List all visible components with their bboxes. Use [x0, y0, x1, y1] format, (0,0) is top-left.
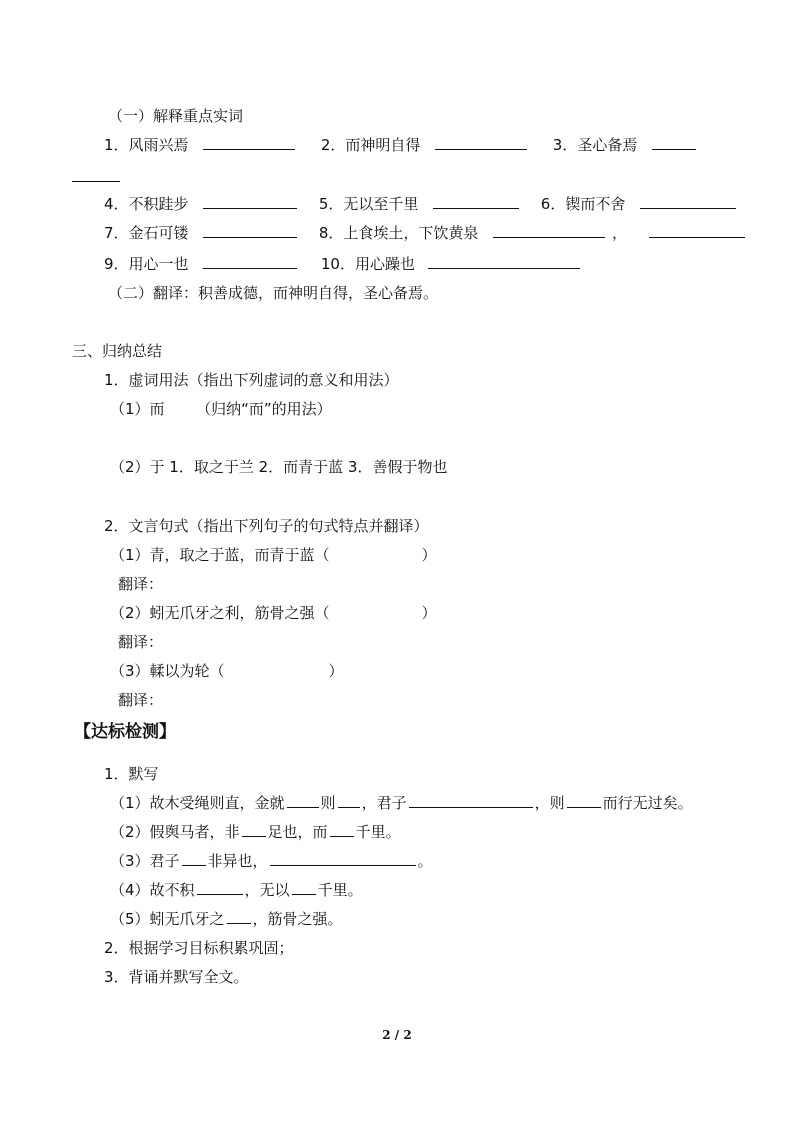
comma: ， [612, 224, 628, 242]
vocab-item-9: 9．用心一也 [104, 255, 189, 273]
answer-blank[interactable] [330, 822, 354, 837]
answer-blank[interactable] [652, 135, 696, 150]
answer-blank[interactable] [338, 793, 360, 808]
answer-blank-continued[interactable] [72, 167, 120, 182]
section-title-vocab: （一）解释重点实词 [108, 107, 244, 125]
yu-usage-line: （2）于 1．取之于兰 2．而青于蓝 3．善假于物也 [110, 458, 448, 476]
vocab-row-4 [104, 254, 582, 274]
answer-blank[interactable] [203, 254, 297, 269]
dictation-text: 千里。 [317, 881, 363, 899]
dictation-text: 。 [417, 852, 433, 870]
er-label: （1）而 [110, 400, 165, 418]
answer-blank[interactable] [292, 880, 316, 895]
translation-label: 翻译： [118, 691, 164, 709]
answer-blank[interactable] [493, 223, 605, 238]
dictation-text: 而行无过矣。 [602, 794, 693, 812]
answer-blank[interactable] [640, 194, 736, 209]
answer-blank[interactable] [409, 793, 533, 808]
answer-blank[interactable] [242, 822, 266, 837]
answer-blank[interactable] [567, 793, 601, 808]
dictation-text: （3）君子 [110, 852, 180, 870]
sentence-2 [110, 603, 437, 623]
dictation-text: （2）假舆马者，非 [110, 823, 240, 841]
translate-prompt: （二）翻译：积善成德，而神明自得，圣心备焉。 [108, 284, 439, 302]
vocab-item-2: 2．而神明自得 [320, 136, 421, 154]
translation-label: 翻译： [118, 633, 164, 651]
dictation-text: ，则 [534, 794, 565, 812]
answer-blank[interactable] [203, 135, 295, 150]
dictation-text: ，无以 [244, 881, 290, 899]
answer-blank[interactable] [433, 194, 519, 209]
vocab-item-7: 7．金石可镂 [104, 224, 189, 242]
vocab-item-10: 10．用心躁也 [320, 255, 415, 273]
vocab-row-1 [104, 135, 698, 155]
dictation-text: ，君子 [361, 794, 407, 812]
sentence-3-text: （3）輮以为轮（ [110, 662, 225, 680]
close-paren: ） [328, 662, 344, 680]
sentence-1-text: （1）青，取之于蓝，而青于蓝（ [110, 546, 330, 564]
vocab-item-6: 6．锲而不舍 [540, 195, 626, 213]
sentence-patterns-item: 2．文言句式（指出下列句子的句式特点并翻译） [104, 517, 429, 535]
sentence-3 [110, 661, 344, 681]
answer-blank[interactable] [197, 880, 243, 895]
dictation-text: 千里。 [355, 823, 401, 841]
section-title-summary: 三、归纳总结 [72, 342, 163, 360]
dictation-line-5 [110, 909, 343, 929]
answer-blank[interactable] [435, 135, 527, 150]
function-words-item: 1．虚词用法（指出下列虚词的意义和用法） [104, 371, 399, 389]
sentence-2-text: （2）蚓无爪牙之利，筋骨之强（ [110, 604, 330, 622]
answer-blank[interactable] [649, 223, 745, 238]
vocab-item-5: 5．无以至千里 [318, 195, 419, 213]
vocab-item-3: 3．圣心备焉 [552, 136, 638, 154]
vocab-row-2 [104, 194, 738, 214]
er-usage-line [110, 399, 332, 419]
section-title-assessment: 【达标检测】 [74, 722, 176, 742]
translation-label: 翻译： [118, 575, 164, 593]
dictation-item: 1．默写 [104, 765, 159, 783]
close-paren: ） [421, 546, 437, 564]
vocab-item-8: 8．上食埃土，下饮黄泉 [318, 224, 479, 242]
answer-blank[interactable] [287, 793, 319, 808]
dictation-text: 则 [320, 794, 336, 812]
answer-blank[interactable] [270, 851, 416, 866]
dictation-text: 非异也， [207, 852, 268, 870]
sentence-1 [110, 545, 437, 565]
answer-blank[interactable] [227, 909, 251, 924]
vocab-row-3 [104, 223, 747, 243]
dictation-text: ，筋骨之强。 [252, 910, 343, 928]
dictation-line-2 [110, 822, 401, 842]
dictation-text: 足也，而 [267, 823, 328, 841]
close-paren: ） [421, 604, 437, 622]
vocab-item-1: 1．风雨兴焉 [104, 136, 189, 154]
answer-blank[interactable] [428, 254, 580, 269]
answer-blank[interactable] [182, 851, 206, 866]
vocab-item-4: 4．不积跬步 [104, 195, 189, 213]
er-note: （归纳“而”的用法） [196, 400, 332, 418]
answer-blank[interactable] [203, 223, 297, 238]
dictation-text: （5）蚓无爪牙之 [110, 910, 225, 928]
dictation-text: （4）故不积 [110, 881, 195, 899]
dictation-line-3 [110, 851, 433, 871]
recite-item: 3．背诵并默写全文。 [104, 968, 249, 986]
dictation-text: （1）故木受绳则直，金就 [110, 794, 285, 812]
review-item: 2．根据学习目标积累巩固； [104, 939, 294, 957]
dictation-line-4 [110, 880, 363, 900]
page-number: 2 / 2 [382, 1028, 412, 1042]
answer-blank[interactable] [203, 194, 297, 209]
dictation-line-1 [110, 793, 693, 813]
